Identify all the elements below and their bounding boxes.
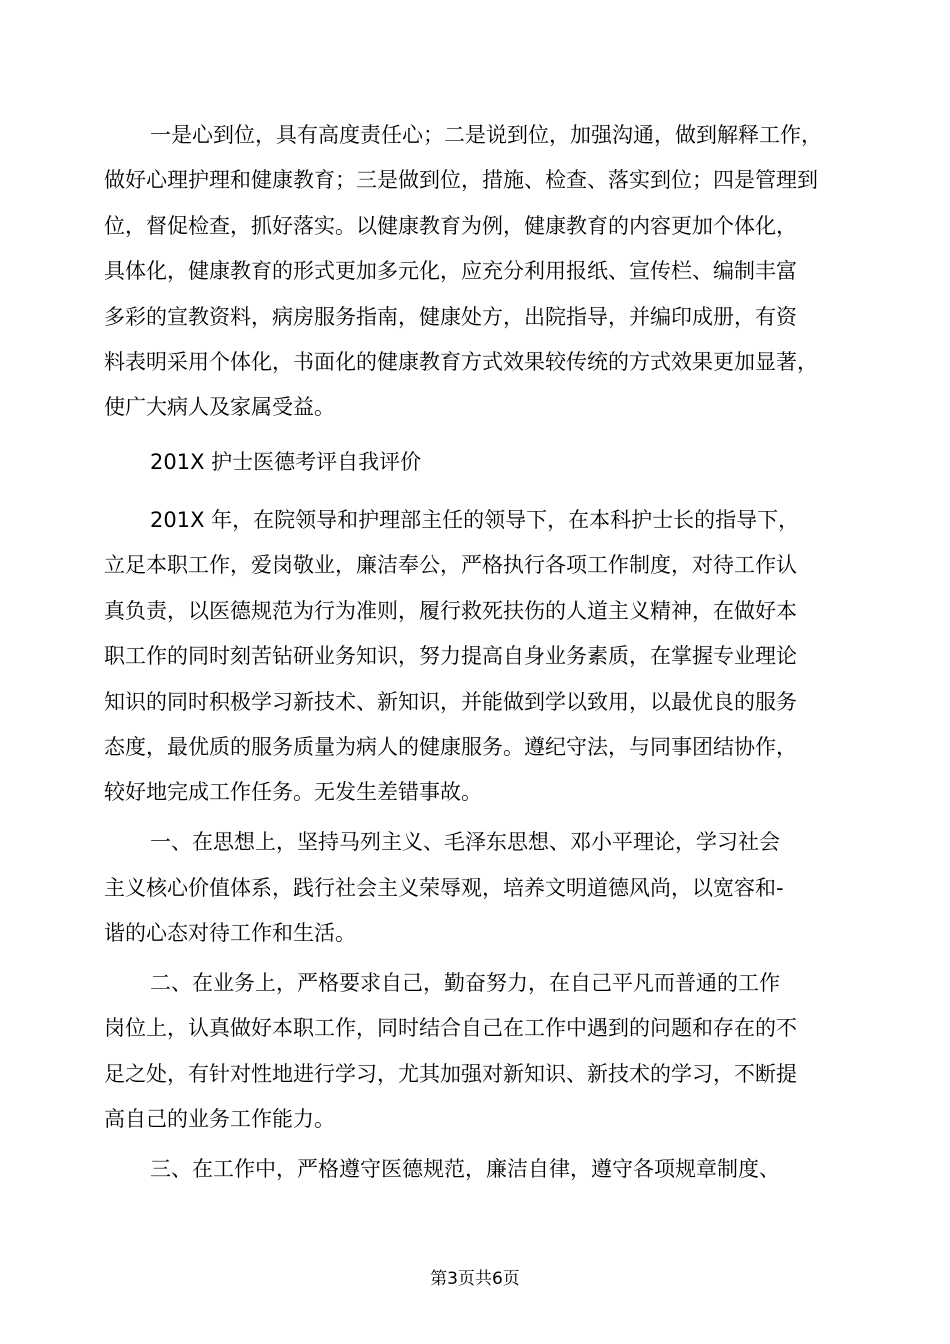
paragraph-2-line-5: 知识的同时积极学习新技术、新知识，并能做到学以致用，以最优良的服务 <box>104 690 797 714</box>
paragraph-3-line-2: 主义核心价值体系，践行社会主义荣辱观，培养文明道德风尚，以宽容和- <box>104 876 784 900</box>
paragraph-2-line-7: 较好地完成工作任务。无发生差错事故。 <box>104 780 482 804</box>
paragraph-2-line-1: 201X 年，在院领导和护理部主任的领导下，在本科护士长的指导下， <box>150 508 800 532</box>
paragraph-2-line-3: 真负责，以医德规范为行为准则，履行救死扶伤的人道主义精神，在做好本 <box>104 599 797 623</box>
paragraph-1-line-1: 一是心到位，具有高度责任心；二是说到位，加强沟通，做到解释工作， <box>150 123 822 147</box>
paragraph-4-line-3: 足之处，有针对性地进行学习，尤其加强对新知识、新技术的学习，不断提 <box>104 1062 797 1086</box>
paragraph-1-line-7: 使广大病人及家属受益。 <box>104 395 335 419</box>
paragraph-4-line-1: 二、在业务上，严格要求自己，勤奋努力，在自己平凡而普通的工作 <box>150 971 780 995</box>
paragraph-1-line-6: 料表明采用个体化，书面化的健康教育方式效果较传统的方式效果更加显著， <box>104 350 818 374</box>
paragraph-2-line-4: 职工作的同时刻苦钻研业务知识，努力提高自身业务素质，在掌握专业理论 <box>104 644 797 668</box>
paragraph-1-line-2: 做好心理护理和健康教育；三是做到位，措施、检查、落实到位；四是管理到 <box>104 168 818 192</box>
paragraph-3-line-3: 谐的心态对待工作和生活。 <box>104 921 356 945</box>
paragraph-2-line-6: 态度，最优质的服务质量为病人的健康服务。遵纪守法，与同事团结协作， <box>104 735 797 759</box>
section-heading: 201X 护士医德考评自我评价 <box>150 450 422 474</box>
paragraph-3-line-1: 一、在思想上，坚持马列主义、毛泽东思想、邓小平理论，学习社会 <box>150 830 780 854</box>
paragraph-5-line-1: 三、在工作中，严格遵守医德规范，廉洁自律，遵守各项规章制度、 <box>150 1157 780 1181</box>
paragraph-2-line-2: 立足本职工作，爱岗敬业，廉洁奉公，严格执行各项工作制度，对待工作认 <box>104 553 797 577</box>
paragraph-4-line-4: 高自己的业务工作能力。 <box>104 1107 335 1131</box>
paragraph-1-line-4: 具体化，健康教育的形式更加多元化，应充分利用报纸、宣传栏、编制丰富 <box>104 259 797 283</box>
paragraph-1-line-5: 多彩的宣教资料，病房服务指南，健康处方，出院指导，并编印成册，有资 <box>104 305 797 329</box>
page-number-footer: 第3页共6页 <box>430 1269 520 1289</box>
paragraph-1-line-3: 位，督促检查，抓好落实。以健康教育为例，健康教育的内容更加个体化， <box>104 214 797 238</box>
paragraph-4-line-2: 岗位上，认真做好本职工作，同时结合自己在工作中遇到的问题和存在的不 <box>104 1016 797 1040</box>
